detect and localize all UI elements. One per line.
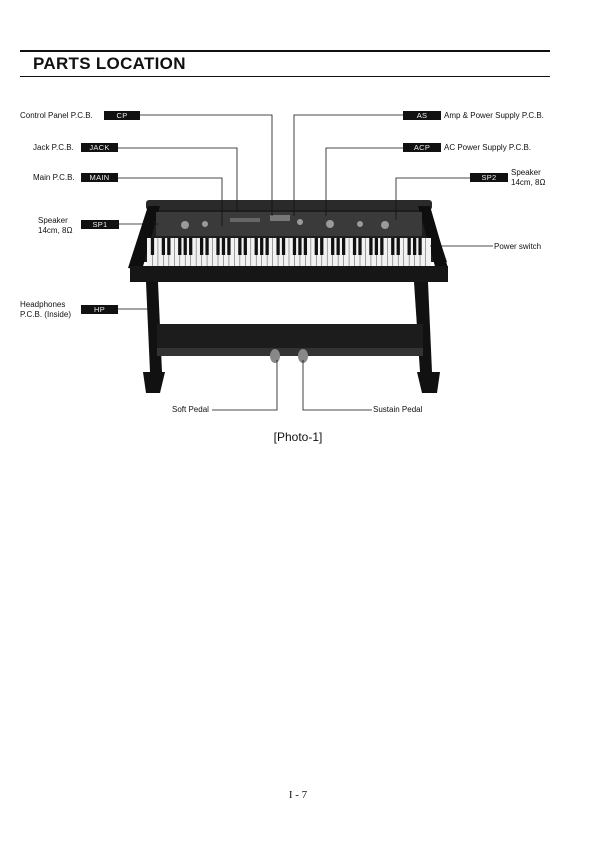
speaker-right-line2: 14cm, 8Ω xyxy=(511,178,546,187)
soft-pedal-label: Soft Pedal xyxy=(172,405,209,414)
headphones-line2: P.C.B. (Inside) xyxy=(20,310,71,319)
as-tag: AS xyxy=(403,111,441,120)
page-title: PARTS LOCATION xyxy=(33,54,186,73)
sp1-tag: SP1 xyxy=(81,220,119,229)
speaker-left-line1: Speaker xyxy=(38,216,68,225)
jack-tag: JACK xyxy=(81,143,118,152)
main-pcb-label: Main P.C.B. xyxy=(33,173,75,182)
page-number: I - 7 xyxy=(288,789,308,801)
sp2-tag: SP2 xyxy=(470,173,508,182)
ac-power-supply-pcb-label: AC Power Supply P.C.B. xyxy=(444,143,532,152)
cp-tag: CP xyxy=(104,111,140,120)
speaker-left-label xyxy=(38,216,72,236)
control-panel-pcb-label: Control Panel P.C.B. xyxy=(20,111,93,120)
speaker-right-label xyxy=(511,168,545,188)
speaker-left-line2: 14cm, 8Ω xyxy=(38,226,73,235)
hp-tag: HP xyxy=(81,305,118,314)
jack-pcb-label: Jack P.C.B. xyxy=(33,143,74,152)
photo-caption: [Photo-1] xyxy=(273,430,323,444)
acp-tag: ACP xyxy=(403,143,441,152)
headphones-pcb-label xyxy=(20,300,71,320)
main-tag: MAIN xyxy=(81,173,118,182)
power-switch-label: Power switch xyxy=(494,242,542,251)
amp-power-supply-pcb-label: Amp & Power Supply P.C.B. xyxy=(444,111,544,120)
piano-illustration xyxy=(128,200,448,393)
sustain-pedal-label: Sustain Pedal xyxy=(373,405,423,414)
speaker-right-line1: Speaker xyxy=(511,168,541,177)
headphones-line1: Headphones xyxy=(20,300,66,309)
